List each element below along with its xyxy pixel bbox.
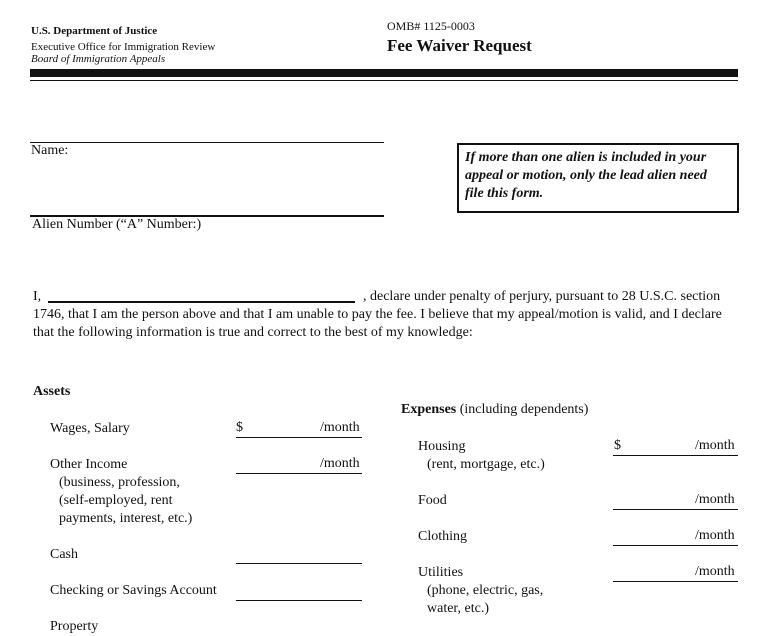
declaration-prefix: I, xyxy=(33,289,42,304)
name-field[interactable] xyxy=(30,142,384,143)
cash-field[interactable] xyxy=(236,563,362,564)
assets-heading: Assets xyxy=(33,384,71,399)
utilities-field[interactable] xyxy=(613,581,738,582)
wages-per-month: /month xyxy=(320,420,360,435)
name-label: Name: xyxy=(31,143,69,158)
other-income-field[interactable] xyxy=(236,473,362,474)
clothing-field[interactable] xyxy=(613,545,738,546)
note-line: appeal or motion, only the lead alien need xyxy=(465,168,707,183)
checking-savings-field[interactable] xyxy=(236,600,362,601)
note-line: If more than one alien is included in your xyxy=(465,150,707,165)
other-income-note: payments, interest, etc.) xyxy=(59,511,193,526)
housing-currency: $ xyxy=(614,438,621,453)
housing-label: Housing xyxy=(418,439,466,454)
other-income-note: (business, profession, xyxy=(59,475,180,490)
property-label: Property xyxy=(50,619,99,634)
wages-field[interactable] xyxy=(236,437,362,438)
alien-number-label: Alien Number (“A” Number:) xyxy=(32,217,202,232)
expenses-title: Expenses xyxy=(401,402,457,417)
utilities-note: water, etc.) xyxy=(427,601,490,616)
expenses-heading xyxy=(401,402,588,418)
agency-office: Executive Office for Immigration Review xyxy=(31,41,216,53)
utilities-per-month: /month xyxy=(695,564,735,579)
food-field[interactable] xyxy=(613,509,738,510)
omb-number: OMB# 1125-0003 xyxy=(387,19,475,33)
wages-currency: $ xyxy=(236,420,243,435)
form-title: Fee Waiver Request xyxy=(387,36,532,55)
declaration-line-1: , declare under penalty of perjury, pursuant to 28 U.S.C. section xyxy=(363,289,721,304)
utilities-note: (phone, electric, gas, xyxy=(427,583,544,598)
note-line: file this form. xyxy=(465,186,544,201)
checking-savings-label: Checking or Savings Account xyxy=(50,583,217,598)
other-income-per-month: /month xyxy=(320,456,360,471)
other-income-label: Other Income xyxy=(50,457,128,472)
expenses-title-note: (including dependents) xyxy=(456,402,589,417)
lead-alien-note xyxy=(457,143,739,213)
header-rule-thick xyxy=(30,69,738,77)
clothing-label: Clothing xyxy=(418,529,468,544)
declaration-line-3: that the following information is true and correct to the best of my knowledge: xyxy=(33,325,473,340)
utilities-label: Utilities xyxy=(418,565,464,580)
header-rule-thin xyxy=(30,80,738,81)
food-label: Food xyxy=(418,493,447,508)
wages-label: Wages, Salary xyxy=(50,421,130,436)
agency-name: U.S. Department of Justice xyxy=(31,25,158,37)
housing-field[interactable] xyxy=(613,455,738,456)
declarant-name-field[interactable] xyxy=(48,301,355,303)
cash-label: Cash xyxy=(50,547,78,562)
declaration-line-2: 1746, that I am the person above and that I am unable to pay the fee. I believe that my appeal/motion is valid, and I declare xyxy=(33,307,722,322)
clothing-per-month: /month xyxy=(695,528,735,543)
other-income-note: (self-employed, rent xyxy=(59,493,173,508)
agency-board: Board of Immigration Appeals xyxy=(31,53,166,65)
housing-note: (rent, mortgage, etc.) xyxy=(427,457,545,472)
food-per-month: /month xyxy=(695,492,735,507)
housing-per-month: /month xyxy=(695,438,735,453)
